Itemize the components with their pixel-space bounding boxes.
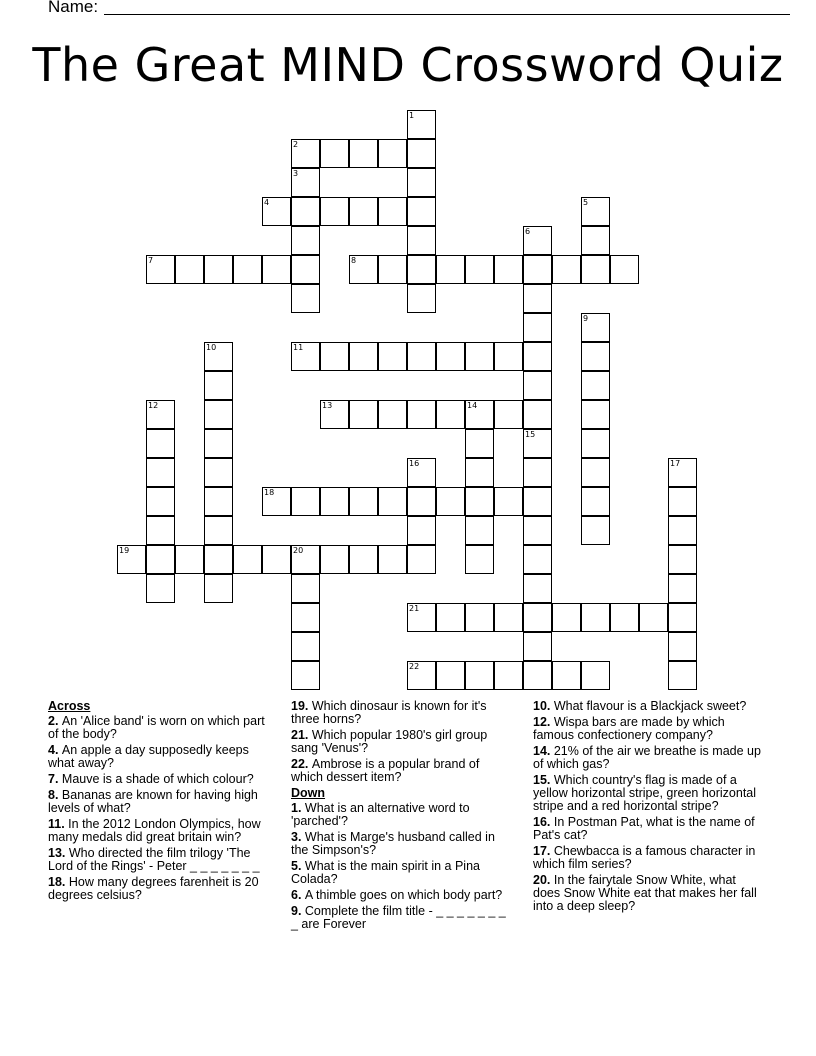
clue-item-number: 1.: [291, 801, 305, 815]
clue-item-text: Mauve is a shade of which colour?: [61, 772, 254, 786]
grid-cell[interactable]: [349, 342, 378, 371]
clue-item-text: In Postman Pat, what is the name of Pat's cat?: [533, 815, 755, 842]
clue-item: [48, 876, 270, 902]
grid-cell[interactable]: [552, 255, 581, 284]
grid-cell[interactable]: [407, 661, 436, 690]
grid-cell[interactable]: [436, 603, 465, 632]
grid-cell[interactable]: [378, 197, 407, 226]
grid-cell[interactable]: [407, 255, 436, 284]
clue-item-text: Which country's flag is made of a yellow horizontal stripe, green horizontal stripe and a red horizontal stripe?: [533, 773, 757, 813]
clue-item-number: 22.: [291, 757, 312, 771]
clue-number: 8: [351, 256, 357, 265]
clue-item-number: 4.: [48, 743, 62, 757]
grid-cell[interactable]: [407, 168, 436, 197]
grid-cell[interactable]: [378, 400, 407, 429]
clue-item-text: Chewbacca is a famous character in which film series?: [533, 844, 756, 871]
grid-cell[interactable]: [320, 487, 349, 516]
clue-item-number: 10.: [533, 699, 554, 713]
grid-cell[interactable]: [523, 226, 552, 255]
clue-item-number: 19.: [291, 699, 312, 713]
grid-cell[interactable]: [204, 429, 233, 458]
clue-item-number: 12.: [533, 715, 554, 729]
grid-cell[interactable]: [204, 458, 233, 487]
grid-cell[interactable]: [233, 545, 262, 574]
grid-cell[interactable]: [291, 139, 320, 168]
grid-cell[interactable]: [407, 139, 436, 168]
clue-number: 3: [293, 169, 299, 178]
clue-item-number: 16.: [533, 815, 554, 829]
clue-item: [533, 716, 763, 742]
grid-cell[interactable]: [523, 342, 552, 371]
clue-item-number: 9.: [291, 904, 305, 918]
clue-item-text: Complete the film title - _ _ _ _ _ _ _ _ are Forever: [291, 904, 506, 931]
grid-cell[interactable]: [668, 516, 697, 545]
clue-item-number: 7.: [48, 772, 62, 786]
clue-item-text: In the fairytale Snow White, what does Snow White eat that makes her fall into a deep sleep?: [533, 873, 757, 913]
grid-cell[interactable]: [581, 371, 610, 400]
grid-cell[interactable]: [523, 458, 552, 487]
grid-cell[interactable]: [494, 255, 523, 284]
clue-item-number: 3.: [291, 830, 305, 844]
clue-item-number: 20.: [533, 873, 554, 887]
clue-item-number: 17.: [533, 844, 554, 858]
clue-item: [291, 729, 513, 755]
grid-cell[interactable]: [204, 516, 233, 545]
clue-number: 9: [583, 314, 589, 323]
grid-cell[interactable]: [668, 545, 697, 574]
grid-cell[interactable]: [291, 284, 320, 313]
grid-cell[interactable]: [291, 255, 320, 284]
grid-cell[interactable]: [523, 313, 552, 342]
grid-cell[interactable]: [494, 661, 523, 690]
clue-item: [291, 758, 513, 784]
clue-item: [533, 774, 763, 813]
grid-cell[interactable]: [291, 632, 320, 661]
clue-item: [291, 905, 513, 931]
grid-cell[interactable]: [610, 255, 639, 284]
clue-number: 13: [322, 401, 333, 410]
clue-item-text: Bananas are known for having high levels of what?: [48, 788, 258, 815]
clue-number: 6: [525, 227, 531, 236]
clue-item: [533, 845, 763, 871]
clue-item: [48, 847, 270, 873]
grid-cell[interactable]: [291, 342, 320, 371]
clue-item: [533, 700, 763, 713]
grid-cell[interactable]: [523, 603, 552, 632]
grid-cell[interactable]: [523, 400, 552, 429]
grid-cell[interactable]: [407, 458, 436, 487]
clue-item-number: 2.: [48, 714, 62, 728]
grid-cell[interactable]: [204, 574, 233, 603]
grid-cell[interactable]: [407, 342, 436, 371]
clue-number: 4: [264, 198, 270, 207]
clues-column-2: [291, 700, 513, 934]
name-label: Name:: [48, 0, 99, 16]
clues-column-1: [48, 700, 270, 905]
grid-cell[interactable]: [523, 284, 552, 313]
grid-cell[interactable]: [465, 603, 494, 632]
clue-item-text: In the 2012 London Olympics, how many medals did great britain win?: [48, 817, 261, 844]
grid-cell[interactable]: [204, 255, 233, 284]
clue-item: [533, 816, 763, 842]
grid-cell[interactable]: [175, 255, 204, 284]
clue-item: [533, 874, 763, 913]
clue-item: [291, 889, 513, 902]
clue-number: 1: [409, 111, 415, 120]
grid-cell[interactable]: [610, 603, 639, 632]
grid-cell[interactable]: [146, 400, 175, 429]
clue-number: 17: [670, 459, 681, 468]
clues-column-3: [533, 700, 763, 916]
grid-cell[interactable]: [407, 603, 436, 632]
page-title: The Great MIND Crossword Quiz: [32, 38, 784, 92]
grid-cell[interactable]: [523, 574, 552, 603]
clue-item: [291, 802, 513, 828]
clue-item: [291, 700, 513, 726]
grid-cell[interactable]: [262, 487, 291, 516]
grid-cell[interactable]: [146, 516, 175, 545]
clue-item: [48, 789, 270, 815]
grid-cell[interactable]: [523, 487, 552, 516]
grid-cell[interactable]: [378, 342, 407, 371]
grid-cell[interactable]: [465, 400, 494, 429]
clue-item-text: What is an alternative word to 'parched'?: [291, 801, 470, 828]
clue-item-text: What flavour is a Blackjack sweet?: [553, 699, 747, 713]
grid-cell[interactable]: [494, 342, 523, 371]
grid-cell[interactable]: [581, 516, 610, 545]
clue-section-heading: Down: [291, 786, 326, 800]
grid-cell[interactable]: [349, 400, 378, 429]
grid-cell[interactable]: [117, 545, 146, 574]
grid-cell[interactable]: [146, 255, 175, 284]
clue-item: [48, 744, 270, 770]
grid-cell[interactable]: [262, 197, 291, 226]
clue-item-number: 21.: [291, 728, 312, 742]
grid-cell[interactable]: [494, 400, 523, 429]
grid-cell[interactable]: [349, 255, 378, 284]
grid-cell[interactable]: [639, 603, 668, 632]
grid-cell[interactable]: [291, 168, 320, 197]
grid-cell[interactable]: [436, 661, 465, 690]
clue-item-text: 21% of the air we breathe is made up of which gas?: [533, 744, 761, 771]
clue-item-number: 13.: [48, 846, 69, 860]
clue-number: 18: [264, 488, 275, 497]
clue-item-text: Who directed the film trilogy 'The Lord of the Rings' - Peter _ _ _ _ _ _ _: [48, 846, 260, 873]
grid-cell[interactable]: [465, 661, 494, 690]
grid-cell[interactable]: [581, 458, 610, 487]
grid-cell[interactable]: [378, 255, 407, 284]
clue-item-text: Wispa bars are made by which famous confectionery company?: [533, 715, 725, 742]
clue-item-text: What is Marge's husband called in the Simpson's?: [291, 830, 495, 857]
grid-cell[interactable]: [436, 255, 465, 284]
grid-cell[interactable]: [465, 429, 494, 458]
clue-item-number: 8.: [48, 788, 62, 802]
grid-cell[interactable]: [523, 516, 552, 545]
clue-number: 22: [409, 662, 420, 671]
clue-item: [291, 831, 513, 857]
clue-number: 16: [409, 459, 420, 468]
grid-cell[interactable]: [494, 603, 523, 632]
clue-item-text: Which popular 1980's girl group sang 'Venus'?: [291, 728, 488, 755]
grid-cell[interactable]: [407, 110, 436, 139]
grid-cell[interactable]: [320, 139, 349, 168]
grid-cell[interactable]: [581, 603, 610, 632]
grid-cell[interactable]: [291, 661, 320, 690]
clue-number: 2: [293, 140, 299, 149]
grid-cell[interactable]: [291, 603, 320, 632]
grid-cell[interactable]: [581, 661, 610, 690]
grid-cell[interactable]: [407, 284, 436, 313]
clue-item: [48, 818, 270, 844]
grid-cell[interactable]: [407, 197, 436, 226]
grid-cell[interactable]: [465, 342, 494, 371]
grid-cell[interactable]: [378, 487, 407, 516]
grid-cell[interactable]: [407, 545, 436, 574]
grid-cell[interactable]: [320, 400, 349, 429]
grid-cell[interactable]: [204, 342, 233, 371]
grid-cell[interactable]: [668, 603, 697, 632]
grid-cell[interactable]: [523, 661, 552, 690]
clue-item-text: An 'Alice band' is worn on which part of the body?: [48, 714, 265, 741]
clue-item: [48, 773, 270, 786]
grid-cell[interactable]: [581, 313, 610, 342]
grid-cell[interactable]: [175, 545, 204, 574]
grid-cell[interactable]: [291, 487, 320, 516]
clue-item-number: 11.: [48, 817, 69, 831]
clue-item-text: What is the main spirit in a Pina Colada?: [291, 859, 480, 886]
grid-cell[interactable]: [581, 487, 610, 516]
grid-cell[interactable]: [204, 371, 233, 400]
clue-item-number: 15.: [533, 773, 554, 787]
grid-cell[interactable]: [204, 487, 233, 516]
grid-cell[interactable]: [465, 545, 494, 574]
grid-cell[interactable]: [262, 255, 291, 284]
grid-cell[interactable]: [668, 458, 697, 487]
grid-cell[interactable]: [494, 487, 523, 516]
grid-cell[interactable]: [668, 487, 697, 516]
grid-cell[interactable]: [668, 632, 697, 661]
grid-cell[interactable]: [204, 545, 233, 574]
clue-item-text: How many degrees farenheit is 20 degrees celsius?: [48, 875, 259, 902]
grid-cell[interactable]: [320, 342, 349, 371]
grid-cell[interactable]: [378, 139, 407, 168]
grid-cell[interactable]: [291, 574, 320, 603]
grid-cell[interactable]: [146, 458, 175, 487]
grid-cell[interactable]: [291, 226, 320, 255]
clue-number: 19: [119, 546, 130, 555]
grid-cell[interactable]: [523, 371, 552, 400]
grid-cell[interactable]: [523, 255, 552, 284]
grid-cell[interactable]: [146, 545, 175, 574]
grid-cell[interactable]: [523, 429, 552, 458]
grid-cell[interactable]: [523, 632, 552, 661]
grid-cell[interactable]: [320, 545, 349, 574]
grid-cell[interactable]: [407, 226, 436, 255]
grid-cell[interactable]: [262, 545, 291, 574]
clue-item-text: An apple a day supposedly keeps what away?: [48, 743, 249, 770]
grid-cell[interactable]: [291, 545, 320, 574]
clue-number: 12: [148, 401, 159, 410]
grid-cell[interactable]: [581, 400, 610, 429]
clue-item: [533, 745, 763, 771]
clue-item-number: 14.: [533, 744, 554, 758]
clue-item: [48, 715, 270, 741]
grid-cell[interactable]: [349, 545, 378, 574]
clue-item: [291, 860, 513, 886]
grid-cell[interactable]: [465, 255, 494, 284]
grid-cell[interactable]: [407, 400, 436, 429]
grid-cell[interactable]: [436, 400, 465, 429]
grid-cell[interactable]: [581, 429, 610, 458]
clue-section-heading: Across: [48, 699, 91, 713]
clue-item-text: A thimble goes on which body part?: [304, 888, 503, 902]
grid-cell[interactable]: [320, 197, 349, 226]
grid-cell[interactable]: [465, 458, 494, 487]
clue-number: 5: [583, 198, 589, 207]
clue-number: 20: [293, 546, 304, 555]
clue-item-text: Ambrose is a popular brand of which dessert item?: [291, 757, 480, 784]
grid-cell[interactable]: [407, 487, 436, 516]
grid-cell[interactable]: [465, 487, 494, 516]
grid-cell[interactable]: [146, 574, 175, 603]
grid-cell[interactable]: [436, 487, 465, 516]
clue-number: 14: [467, 401, 478, 410]
grid-cell[interactable]: [581, 226, 610, 255]
grid-cell[interactable]: [349, 139, 378, 168]
clue-number: 10: [206, 343, 217, 352]
clue-item-number: 6.: [291, 888, 305, 902]
grid-cell[interactable]: [668, 661, 697, 690]
grid-cell[interactable]: [146, 429, 175, 458]
grid-cell[interactable]: [146, 487, 175, 516]
grid-cell[interactable]: [291, 197, 320, 226]
clue-number: 11: [293, 343, 304, 352]
grid-cell[interactable]: [436, 342, 465, 371]
grid-cell[interactable]: [349, 197, 378, 226]
grid-cell[interactable]: [523, 545, 552, 574]
grid-cell[interactable]: [465, 516, 494, 545]
grid-cell[interactable]: [581, 342, 610, 371]
grid-cell[interactable]: [233, 255, 262, 284]
grid-cell[interactable]: [378, 545, 407, 574]
grid-cell[interactable]: [581, 255, 610, 284]
clue-number: 21: [409, 604, 420, 613]
grid-cell[interactable]: [668, 574, 697, 603]
clue-number: 15: [525, 430, 536, 439]
grid-cell[interactable]: [581, 197, 610, 226]
grid-cell[interactable]: [552, 661, 581, 690]
grid-cell[interactable]: [552, 603, 581, 632]
grid-cell[interactable]: [349, 487, 378, 516]
clue-number: 7: [148, 256, 154, 265]
clue-item-text: Which dinosaur is known for it's three horns?: [291, 699, 487, 726]
clue-item-number: 5.: [291, 859, 305, 873]
clue-item-number: 18.: [48, 875, 69, 889]
grid-cell[interactable]: [204, 400, 233, 429]
grid-cell[interactable]: [407, 516, 436, 545]
